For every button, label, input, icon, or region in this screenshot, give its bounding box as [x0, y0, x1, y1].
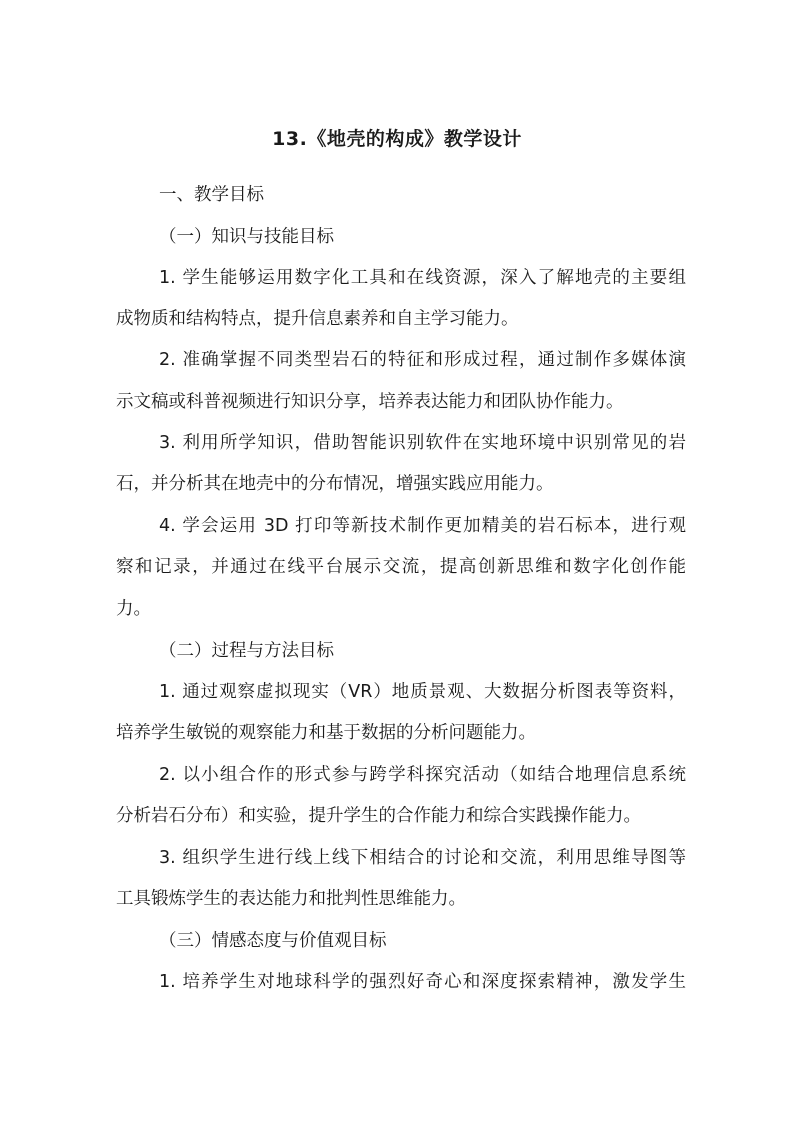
paragraph-line: 工具锻炼学生的表达能力和批判性思维能力。	[116, 889, 466, 909]
paragraph-line: 2. 以小组合作的形式参与跨学科探究活动（如结合地理信息系统	[159, 765, 686, 785]
paragraph-line: 3. 利用所学知识，借助智能识别软件在实地环境中识别常见的岩	[159, 433, 686, 453]
subsection-heading-emotion-values: （三）情感态度与价值观目标	[159, 931, 387, 951]
paragraph-line: 培养学生敏锐的观察能力和基于数据的分析问题能力。	[116, 723, 536, 743]
paragraph-line: 1. 学生能够运用数字化工具和在线资源，深入了解地壳的主要组	[159, 268, 686, 288]
section-heading-teaching-goals: 一、教学目标	[159, 185, 264, 205]
paragraph-line: 2. 准确掌握不同类型岩石的特征和形成过程，通过制作多媒体演	[159, 350, 686, 370]
paragraph-line: 1. 通过观察虚拟现实（VR）地质景观、大数据分析图表等资料，	[159, 682, 686, 702]
subsection-heading-process-methods: （二）过程与方法目标	[159, 641, 334, 661]
paragraph-line: 分析岩石分布）和实验，提升学生的合作能力和综合实践操作能力。	[116, 806, 641, 826]
paragraph-line: 1. 培养学生对地球科学的强烈好奇心和深度探索精神，激发学生	[159, 972, 686, 992]
subsection-heading-knowledge-skills: （一）知识与技能目标	[159, 227, 334, 247]
paragraph-line: 成物质和结构特点，提升信息素养和自主学习能力。	[116, 309, 519, 329]
paragraph-line: 示文稿或科普视频进行知识分享，培养表达能力和团队协作能力。	[116, 392, 624, 412]
paragraph-line: 3. 组织学生进行线上线下相结合的讨论和交流，利用思维导图等	[159, 848, 686, 868]
paragraph-line: 力。	[116, 599, 151, 619]
paragraph-line: 4. 学会运用 3D 打印等新技术制作更加精美的岩石标本，进行观	[159, 516, 686, 536]
paragraph-line: 石，并分析其在地壳中的分布情况，增强实践应用能力。	[116, 474, 554, 494]
paragraph-line: 察和记录，并通过在线平台展示交流，提高创新思维和数字化创作能	[116, 557, 686, 577]
document-title: 13.《地壳的构成》教学设计	[272, 128, 522, 150]
